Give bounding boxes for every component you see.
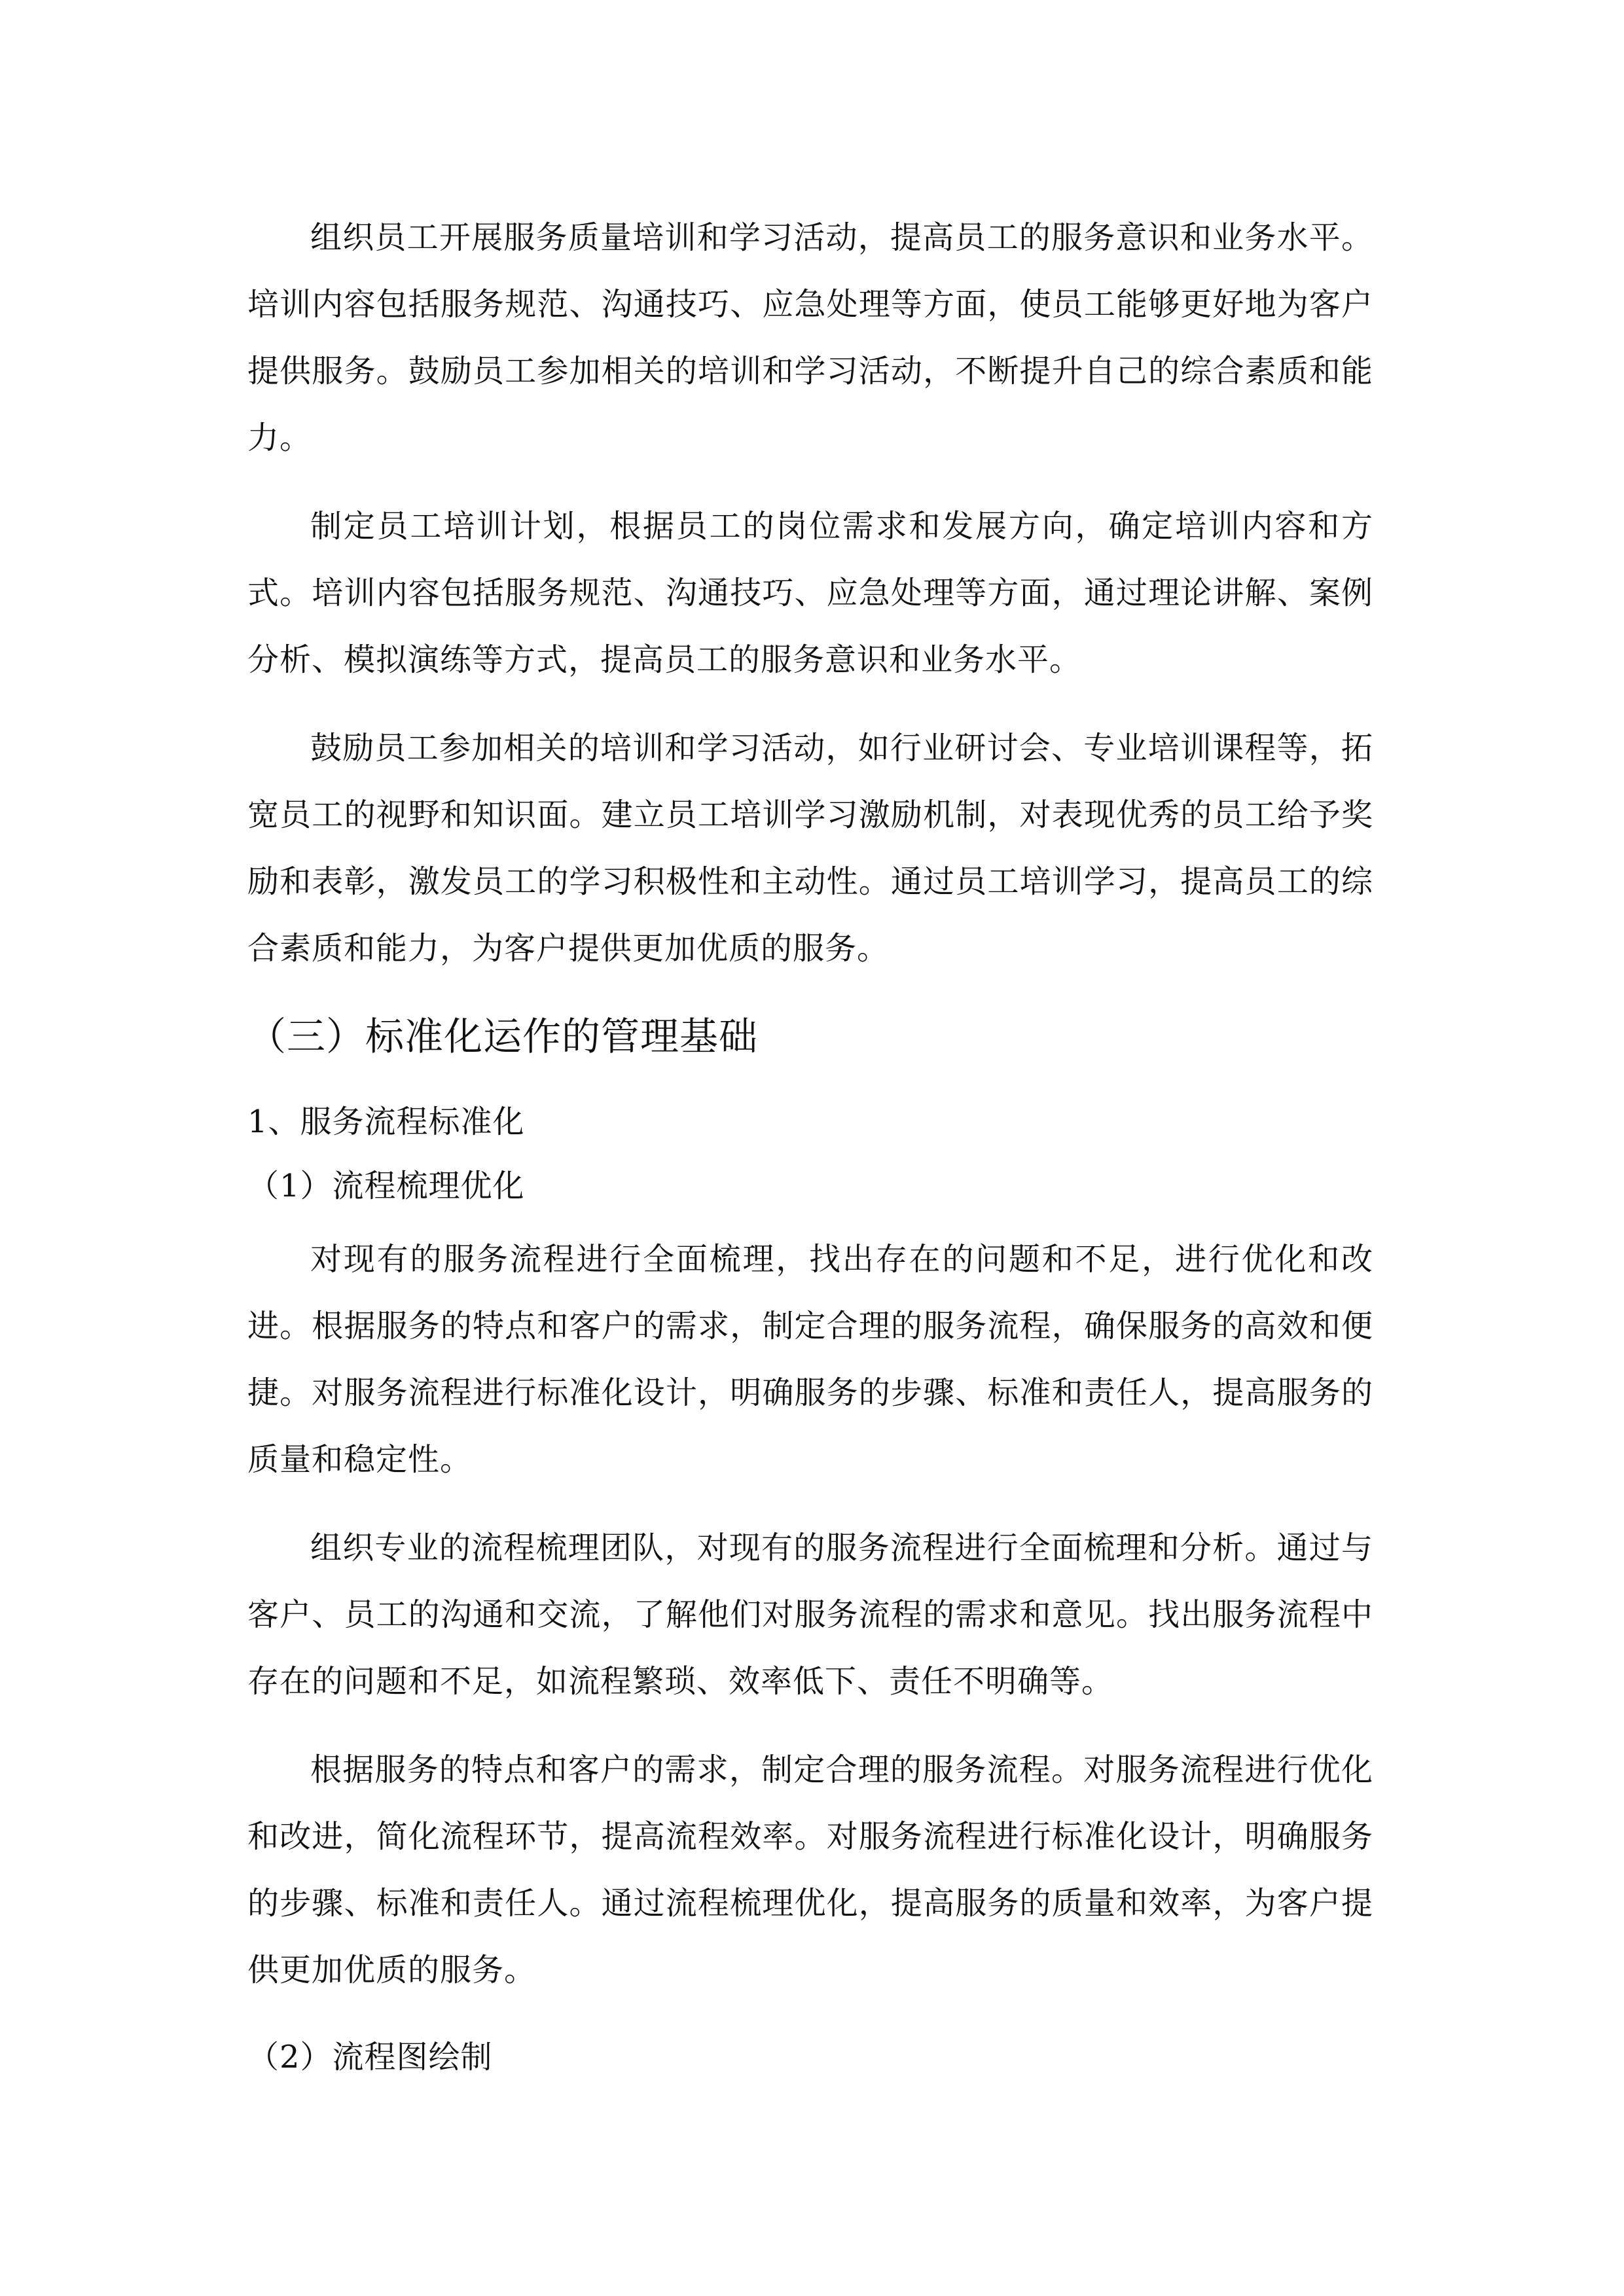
subsection-heading: 1、服务流程标准化 bbox=[247, 1103, 525, 1140]
paragraph: 根据服务的特点和客户的需求，制定合理的服务流程。对服务流程进行优化和改进，简化流程环节，提高流程效率。对服务流程进行标准化设计，明确服务的步骤、标准和责任人。通过流程梳理优化，提高服务的质量和效率，为客户提供更加优质的服务。 bbox=[247, 1751, 1373, 1988]
document-body bbox=[247, 204, 1373, 2089]
paragraph: 组织专业的流程梳理团队，对现有的服务流程进行全面梳理和分析。通过与客户、员工的沟通和交流，了解他们对服务流程的需求和意见。找出服务流程中存在的问题和不足，如流程繁琐、效率低下、责任不明确等。 bbox=[247, 1530, 1373, 1700]
paragraph: 对现有的服务流程进行全面梳理，找出存在的问题和不足，进行优化和改进。根据服务的特点和客户的需求，制定合理的服务流程，确保服务的高效和便捷。对服务流程进行标准化设计，明确服务的步骤、标准和责任人，提高服务的质量和稳定性。 bbox=[247, 1241, 1373, 1478]
item-heading: （1）流程梳理优化 bbox=[247, 1168, 525, 1204]
section-heading: （三）标准化运作的管理基础 bbox=[247, 1014, 759, 1059]
paragraph: 鼓励员工参加相关的培训和学习活动，如行业研讨会、专业培训课程等，拓宽员工的视野和知识面。建立员工培训学习激励机制，对表现优秀的员工给予奖励和表彰，激发员工的学习积极性和主动性。通过员工培训学习，提高员工的综合素质和能力，为客户提供更加优质的服务。 bbox=[247, 730, 1373, 967]
item-heading: （2）流程图绘制 bbox=[247, 2039, 493, 2075]
paragraph: 制定员工培训计划，根据员工的岗位需求和发展方向，确定培训内容和方式。培训内容包括服务规范、沟通技巧、应急处理等方面，通过理论讲解、案例分析、模拟演练等方式，提高员工的服务意识和业务水平。 bbox=[247, 508, 1373, 678]
paragraph: 组织员工开展服务质量培训和学习活动，提高员工的服务意识和业务水平。培训内容包括服务规范、沟通技巧、应急处理等方面，使员工能够更好地为客户提供服务。鼓励员工参加相关的培训和学习活动，不断提升自己的综合素质和能力。 bbox=[247, 219, 1373, 456]
